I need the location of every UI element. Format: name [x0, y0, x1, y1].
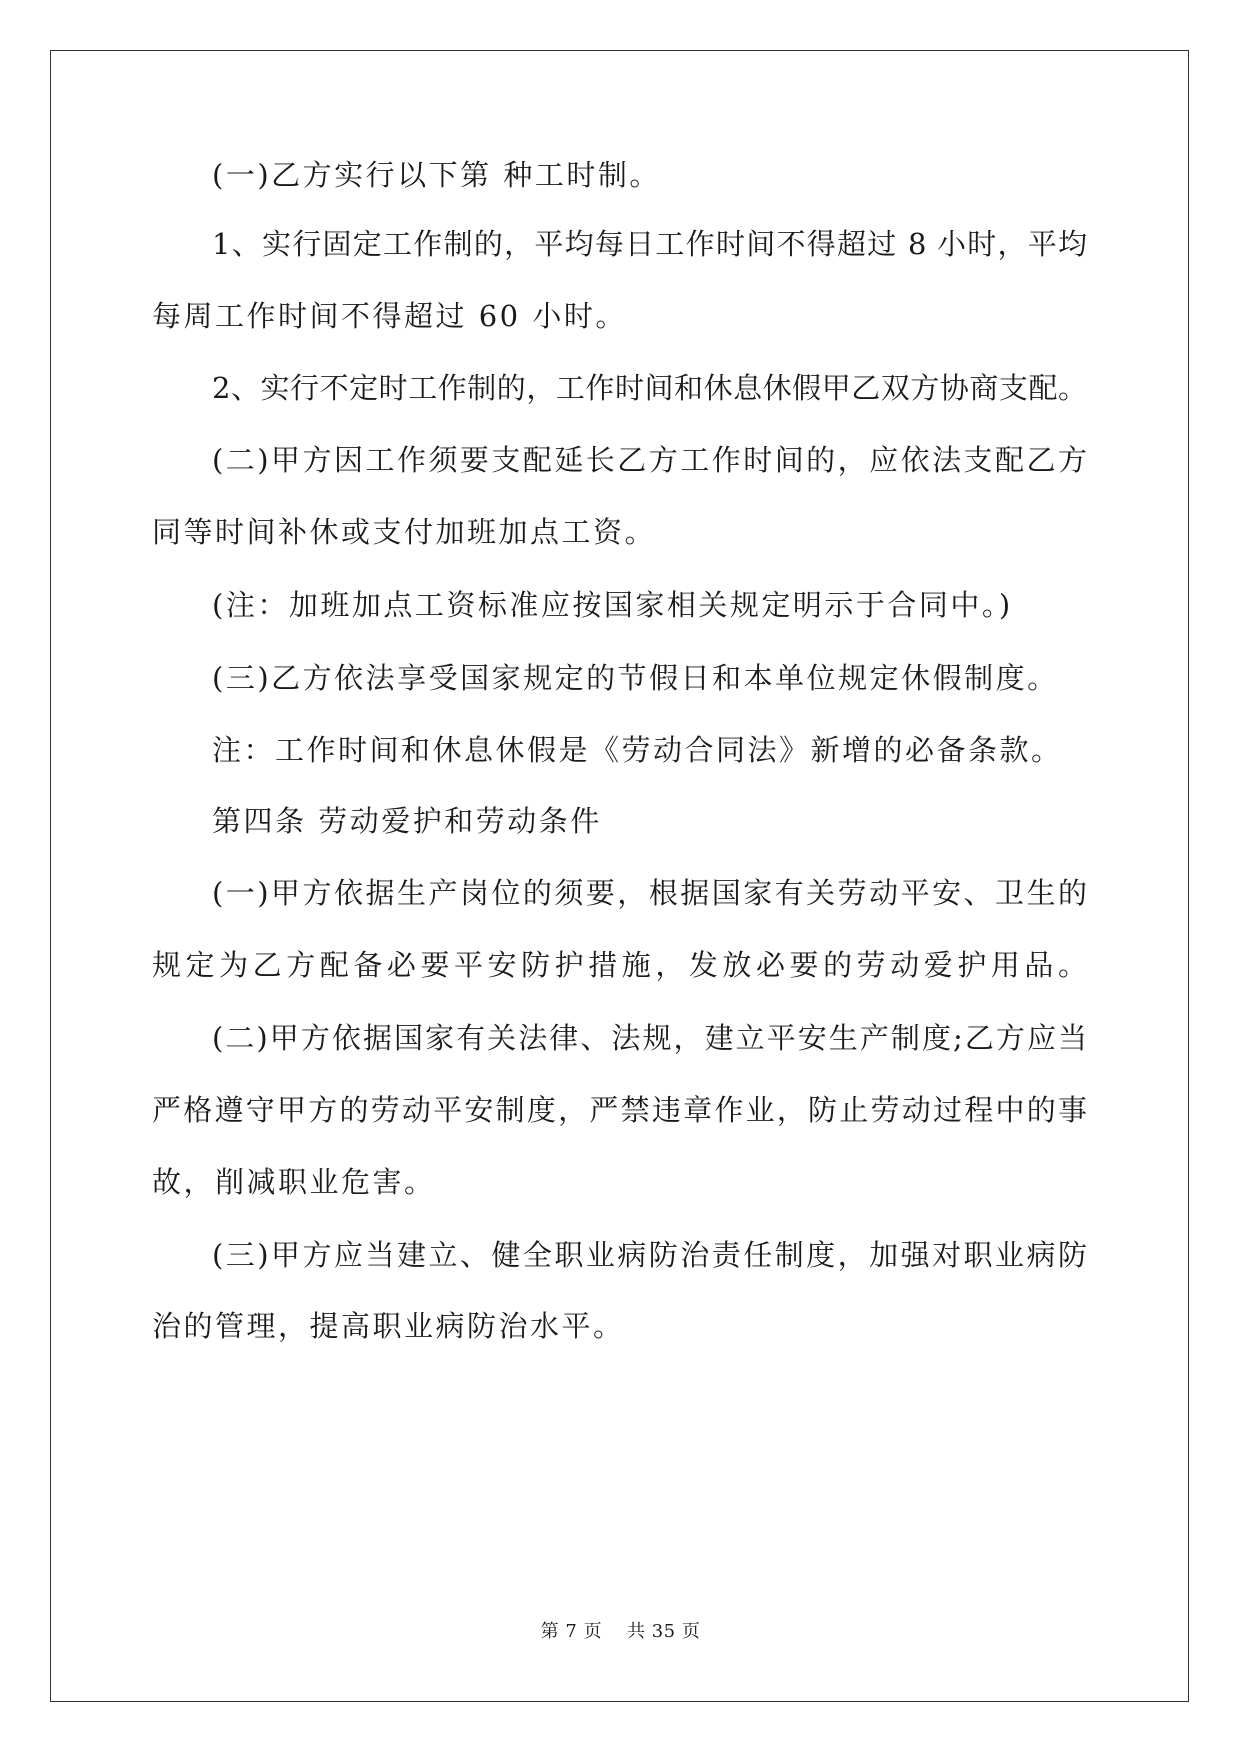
paragraph-line: 故，削减职业危害。	[152, 1165, 436, 1199]
paragraph-line: 1、实行固定工作制的，平均每日工作时间不得超过 8 小时，平均	[212, 227, 1087, 261]
paragraph-line: (二)甲方依据国家有关法律、法规，建立平安生产制度;乙方应当	[212, 1021, 1087, 1055]
page-footer	[0, 1620, 1241, 1644]
paragraph-line: 治的管理，提高职业病防治水平。	[152, 1309, 625, 1343]
page-number: 第 7 页	[540, 1621, 603, 1642]
paragraph-line: 每周工作时间不得超过 60 小时。	[152, 299, 627, 333]
paragraph-line: (三)甲方应当建立、健全职业病防治责任制度，加强对职业病防	[212, 1238, 1087, 1272]
paragraph-line: 严格遵守甲方的劳动平安制度，严禁违章作业，防止劳动过程中的事	[152, 1093, 1087, 1127]
paragraph-line: (二)甲方因工作须要支配延长乙方工作时间的，应依法支配乙方	[212, 443, 1087, 477]
paragraph-line: 注：工作时间和休息休假是《劳动合同法》新增的必备条款。	[212, 733, 1063, 767]
paragraph-line: (注：加班加点工资标准应按国家相关规定明示于合同中。)	[212, 588, 1013, 622]
paragraph-line: (三)乙方依法享受国家规定的节假日和本单位规定休假制度。	[212, 661, 1059, 695]
paragraph-line: 同等时间补休或支付加班加点工资。	[152, 515, 657, 549]
paragraph-line: (一)甲方依据生产岗位的须要，根据国家有关劳动平安、卫生的	[212, 876, 1087, 910]
paragraph-line: (一)乙方实行以下第 种工时制。	[212, 158, 661, 192]
section-heading: 第四条 劳动爱护和劳动条件	[212, 804, 602, 838]
paragraph-line: 2、实行不定时工作制的，工作时间和休息休假甲乙双方协商支配。	[212, 371, 1087, 405]
page-total: 共 35 页	[626, 1621, 701, 1642]
paragraph-line: 规定为乙方配备必要平安防护措施，发放必要的劳动爱护用品。	[152, 948, 1087, 982]
